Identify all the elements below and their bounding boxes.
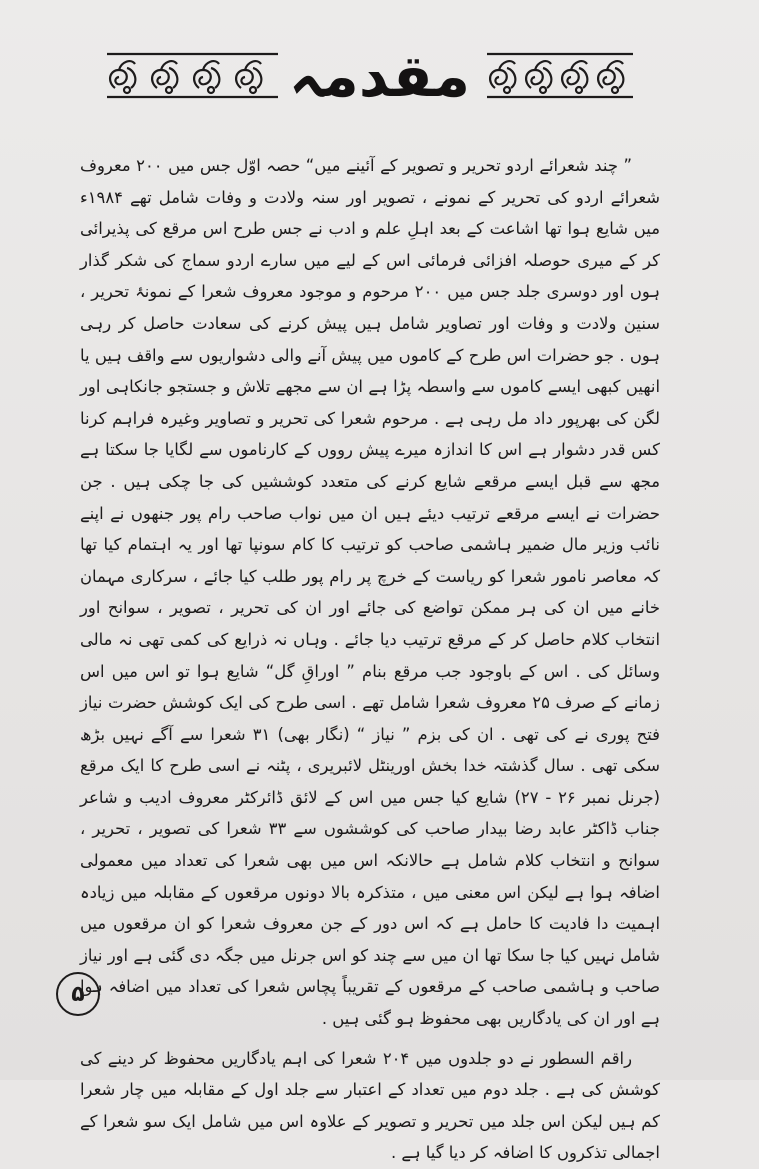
page-title: مقدمہ <box>288 42 470 110</box>
floral-ornament-icon <box>485 48 635 103</box>
page-number: ۵ <box>56 972 100 1016</box>
paragraph: ” چند شعرائے اردو تحریر و تصویر کے آئینے میں“ حصہ اوّل جس میں ۲۰۰ معروف شعرائے اردو کی تحریر کے نمونے ، تصویر اور سنہ ولادت و وفات شامل تھے ۱۹۸۴ء میں شایع ہوا تھا اشاعت کے بعد اہلِ علم و ادب نے جس طرح اس مرقع کی پذیرائی کر کے میری حوصلہ افزائی فرمائی اس کے لیے میں سارے اردو سماج کی شکر گذار ہوں اور دوسری جلد جس میں ۲۰۰ مرحوم و موجود معروف شعرا کے نمونۂ تحریر ، سنین ولادت و وفات اور تصاویر شامل ہیں پیش کرنے کی سعادت حاصل کر رہی ہوں . جو حضرات اس طرح کے کاموں میں پیش آنے والی دشواریوں سے واقف ہیں یا انھیں کبھی ایسے کاموں سے واسطہ پڑا ہے ان سے مجھے تلاش و جستجو جانکاہی اور لگن کی بھرپور داد مل رہی ہے . مرحوم شعرا کی تحریر و تصاویر وغیرہ فراہم کرنا کس قدر دشوار ہے اس کا اندازہ میرے پیش رووں کے کارناموں سے لگایا جا سکتا ہے مجھ سے قبل ایسے مرقعے شایع کرنے کی متعدد کوششیں کی جا چکی ہیں . جن حضرات نے ایسے مرقعے ترتیب دیئے ہیں ان میں نواب صاحب رام پور جنھوں نے اپنے نائب وزیر مال ضمیر ہاشمی صاحب کو ترتیب کا کام سونپا تھا اور یہ اہتمام کیا تھا کہ معاصر نامور شعرا کو ریاست کے خرچ پر رام پور طلب کیا جائے ، سرکاری مہمان خانے میں ان کی ہر ممکن تواضع کی جائے اور ان کی تحریر ، تصویر ، سوانح اور انتخاب کلام حاصل کر کے مرقع ترتیب دیا جائے . وہاں نہ ذرایع کی کمی تھی نہ مالی وسائل کی . اس کے باوجود جب مرقع بنام ” اوراقِ گل“ شایع ہوا تو اس میں اس زمانے کے صرف ۲۵ معروف شعرا شامل تھے . اسی طرح کی ایک کوشش حضرت نیاز فتح پوری نے کی تھی . ان کی بزم ” نیاز “ (نگار بھی) ۳۱ شعرا سے آگے نہیں بڑھ سکی تھی . سال گذشتہ خدا بخش اورینٹل لائبریری ، پٹنہ نے اسی طرح کا ایک مرقع (جرنل نمبر ۲۶ - ۲۷) شایع کیا جس میں اس کے لائق ڈائرکٹر معروف ادیب و شاعر جناب ڈاکٹر عابد رضا بیدار صاحب کی کوششوں سے ۳۳ شعرا کی تصویر ، تحریر ، سوانح و انتخاب کلام شامل ہے حالانکہ اس میں بھی شعرا کی تعداد میں معمولی اضافہ ہوا ہے لیکن اس معنی میں ، متذکرہ بالا دونوں مرقعوں کے مقابلہ میں زیادہ اہمیت دا فادیت کا حامل ہے کہ اس دور کے جن معروف شعرا کو ان مرقعوں میں شامل نہیں کیا جا سکا تھا ان میں سے چند کو اس جرنل میں جگہ دی گئی ہے اور نیاز صاحب و ہاشمی صاحب کے مرقعوں کے تقریباً پچاس شعرا کی تعداد میں اضافہ ہوا ہے اور ان کی یادگاریں بھی محفوظ ہو گئی ہیں . <box>80 156 661 1029</box>
introduction-text <box>80 150 660 1169</box>
floral-ornament-icon <box>105 48 280 103</box>
page-header <box>105 28 625 123</box>
paragraph: راقم السطور نے دو جلدوں میں ۲۰۴ شعرا کی اہم یادگاریں محفوظ کر دینے کی کوشش کی ہے . جلد دوم میں تعداد کے اعتبار سے جلد اول کے مقابلہ میں چار شعرا کم ہیں لیکن اس جلد میں تحریر و تصویر کے علاوہ اس میں شامل ایک سو شعرا کے اجمالی تذکروں کا اضافہ کر دیا گیا ہے . <box>80 1048 660 1163</box>
